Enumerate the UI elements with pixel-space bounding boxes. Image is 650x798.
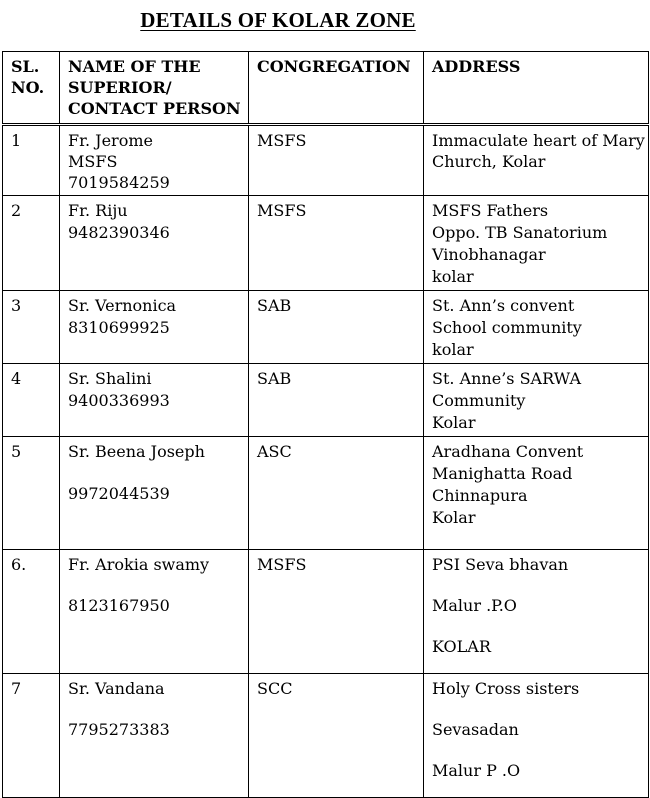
congregation-cell: SAB	[249, 364, 424, 437]
congregation-cell: MSFS	[249, 196, 424, 291]
table-header-row	[3, 52, 649, 125]
address-cell: St. Ann’s convent School community kolar	[424, 291, 649, 364]
sl-no-cell: 1	[3, 125, 60, 196]
contact-cell: Sr. Vernonica 8310699925	[60, 291, 249, 364]
contact-cell: Sr. Beena Joseph 9972044539	[60, 437, 249, 550]
table-row	[3, 125, 649, 196]
table-row	[3, 674, 649, 798]
contact-cell: Sr. Vandana 7795273383	[60, 674, 249, 798]
address-cell: Aradhana Convent Manighatta Road Chinnapura Kolar	[424, 437, 649, 550]
contact-cell: Fr. Jerome MSFS 7019584259	[60, 125, 249, 196]
sl-no-cell: 5	[3, 437, 60, 550]
sl-no-cell: 7	[3, 674, 60, 798]
sl-no-cell: 3	[3, 291, 60, 364]
sl-no-cell: 6.	[3, 550, 60, 674]
table-row	[3, 291, 649, 364]
contact-cell: Sr. Shalini 9400336993	[60, 364, 249, 437]
header-sl-no: SL. NO.	[3, 52, 60, 125]
header-name: NAME OF THE SUPERIOR/ CONTACT PERSON	[60, 52, 249, 125]
contact-cell: Fr. Riju 9482390346	[60, 196, 249, 291]
table-row	[3, 364, 649, 437]
address-cell: Holy Cross sisters Sevasadan Malur P .O	[424, 674, 649, 798]
zone-details-table	[2, 51, 649, 798]
address-cell: PSI Seva bhavan Malur .P.O KOLAR	[424, 550, 649, 674]
address-cell: Immaculate heart of Mary Church, Kolar	[424, 125, 649, 196]
document-title: DETAILS OF KOLAR ZONE	[140, 8, 416, 32]
header-address: ADDRESS	[424, 52, 649, 125]
address-cell: MSFS Fathers Oppo. TB Sanatorium Vinobhanagar kolar	[424, 196, 649, 291]
congregation-cell: MSFS	[249, 550, 424, 674]
congregation-cell: MSFS	[249, 125, 424, 196]
table-row	[3, 437, 649, 550]
table-row	[3, 550, 649, 674]
sl-no-cell: 4	[3, 364, 60, 437]
table-row	[3, 196, 649, 291]
congregation-cell: SCC	[249, 674, 424, 798]
address-cell: St. Anne’s SARWA Community Kolar	[424, 364, 649, 437]
congregation-cell: ASC	[249, 437, 424, 550]
congregation-cell: SAB	[249, 291, 424, 364]
sl-no-cell: 2	[3, 196, 60, 291]
header-congregation: CONGREGATION	[249, 52, 424, 125]
contact-cell: Fr. Arokia swamy 8123167950	[60, 550, 249, 674]
